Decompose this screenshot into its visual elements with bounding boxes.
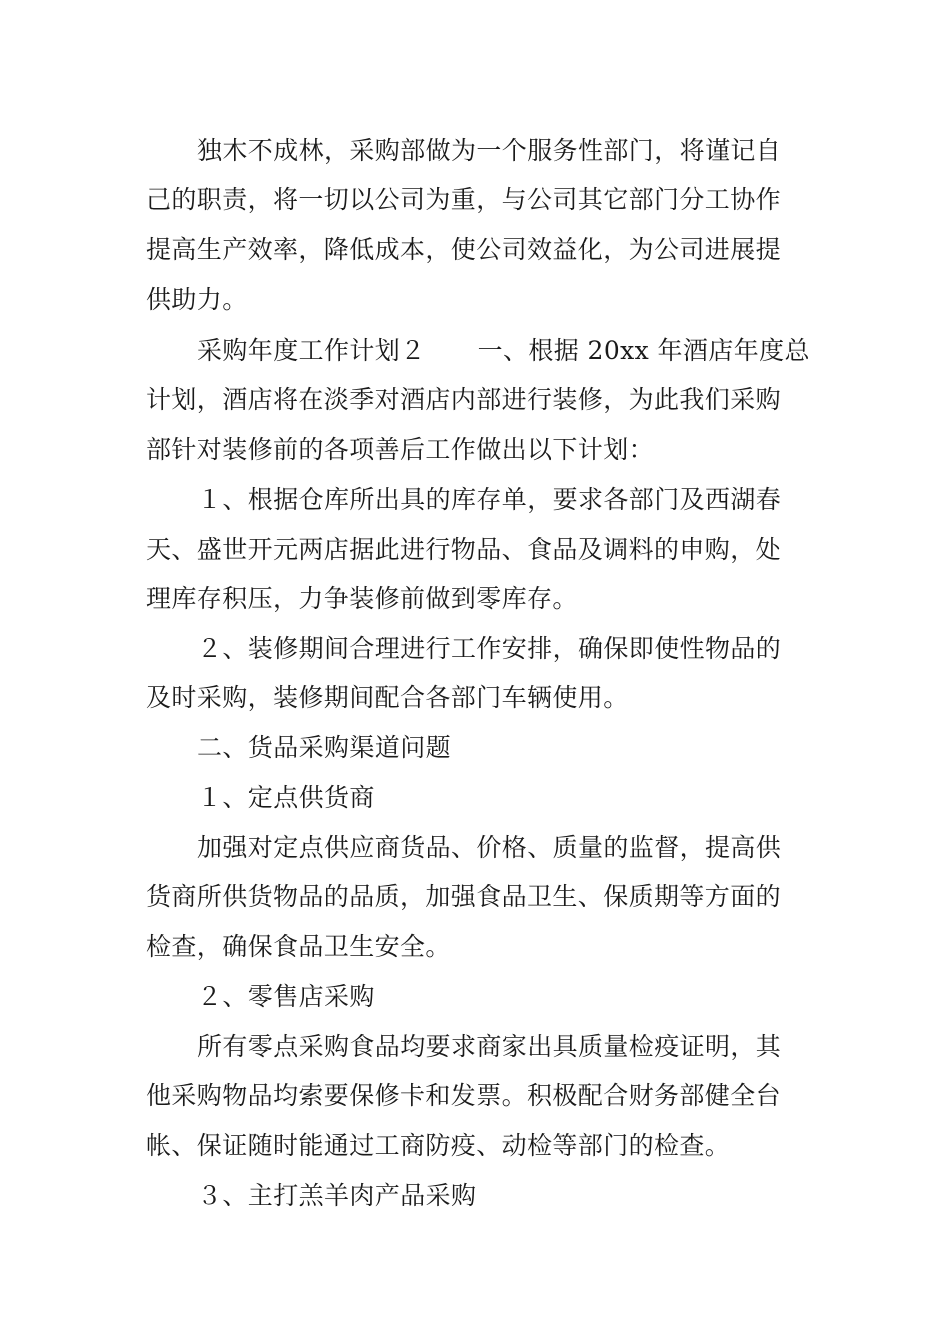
paragraph-line: 货商所供货物品的品质，加强食品卫生、保质期等方面的 [146, 882, 782, 911]
section-title: 采购年度工作计划２ [197, 336, 426, 365]
paragraph-line: 提高生产效率，降低成本，使公司效益化，为公司进展提 [146, 235, 782, 264]
paragraph-line: 加强对定点供应商货品、价格、质量的监督，提高供 [197, 833, 782, 862]
section-title-line [197, 336, 810, 366]
paragraph-line: 帐、保证随时能通过工商防疫、动检等部门的检查。 [146, 1131, 731, 1160]
paragraph-line: １、根据仓库所出具的库存单，要求各部门及西湖春 [197, 485, 782, 514]
subheading-line: １、定点供货商 [197, 783, 375, 812]
paragraph-line: 供助力。 [146, 285, 248, 314]
paragraph-line: ２、装修期间合理进行工作安排，确保即使性物品的 [197, 634, 782, 663]
paragraph-line: 理库存积压，力争装修前做到零库存。 [146, 584, 578, 613]
paragraph-line: 部针对装修前的各项善后工作做出以下计划： [146, 435, 655, 464]
paragraph-line: 计划，酒店将在淡季对酒店内部进行装修，为此我们采购 [146, 385, 782, 414]
paragraph-line: 天、盛世开元两店据此进行物品、食品及调料的申购，处 [146, 535, 782, 564]
paragraph-line: 检查，确保食品卫生安全。 [146, 932, 451, 961]
subheading-line: ２、零售店采购 [197, 982, 375, 1011]
paragraph-text: 一、根据 20xx 年酒店年度总 [477, 336, 810, 365]
paragraph-line: 独木不成林，采购部做为一个服务性部门，将谨记自 [197, 136, 782, 165]
paragraph-line: 及时采购，装修期间配合各部门车辆使用。 [146, 683, 629, 712]
heading-line: 二、货品采购渠道问题 [197, 733, 452, 762]
paragraph-line: 己的职责，将一切以公司为重，与公司其它部门分工协作 [146, 185, 782, 214]
paragraph-line: 他采购物品均索要保修卡和发票。积极配合财务部健全台 [146, 1081, 782, 1110]
subheading-line: ３、主打羔羊肉产品采购 [197, 1181, 477, 1210]
paragraph-line: 所有零点采购食品均要求商家出具质量检疫证明，其 [197, 1032, 782, 1061]
